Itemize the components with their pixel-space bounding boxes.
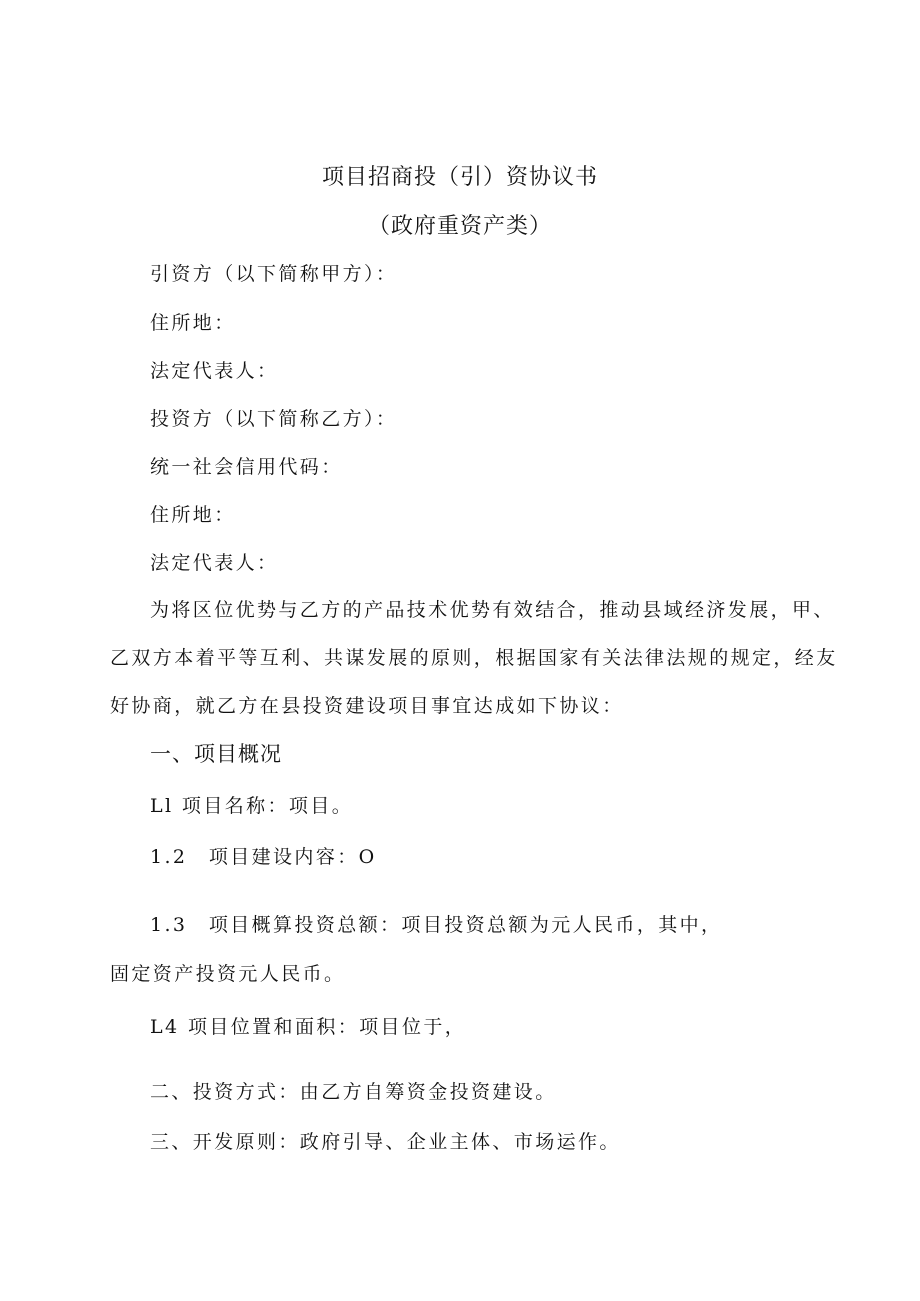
party-b-address-label: 住所地： [150, 504, 236, 526]
party-a-address-label: 住所地： [150, 312, 236, 334]
party-b-credit-code-label: 统一社会信用代码： [150, 456, 343, 478]
section-2-text: 二、投资方式：由乙方自筹资金投资建设。 [150, 1081, 557, 1103]
preamble-line-1: 为将区位优势与乙方的产品技术优势有效结合，推动县域经济发展，甲、 [150, 599, 835, 621]
party-b-representative-label: 法定代表人： [150, 552, 279, 574]
section-1-item-4: L4 项目位置和面积：项目位于， [150, 1016, 467, 1038]
party-b-name-label: 投资方（以下简称乙方）： [150, 408, 398, 430]
document-title: 项目招商投（引）资协议书 [321, 165, 598, 190]
section-1-item-3-line-1: 1.3 项目概算投资总额：项目投资总额为元人民币，其中， [150, 914, 723, 936]
section-1-item-1: Ll 项目名称：项目。 [150, 795, 354, 817]
section-1-item-2: 1.2 项目建设内容：O [150, 846, 377, 868]
party-a-name-label: 引资方（以下简称甲方）： [150, 263, 398, 285]
section-3-text: 三、开发原则：政府引导、企业主体、市场运作。 [150, 1131, 621, 1153]
section-1-item-3-line-2: 固定资产投资元人民币。 [110, 963, 346, 985]
document-subtitle: （政府重资产类） [367, 214, 552, 239]
section-1-heading: 一、项目概况 [150, 742, 282, 766]
party-a-representative-label: 法定代表人： [150, 360, 279, 382]
preamble-line-3: 好协商，就乙方在县投资建设项目事宜达成如下协议： [110, 695, 624, 717]
preamble-line-2: 乙双方本着平等互利、共谋发展的原则，根据国家有关法律法规的规定，经友 [110, 647, 838, 669]
